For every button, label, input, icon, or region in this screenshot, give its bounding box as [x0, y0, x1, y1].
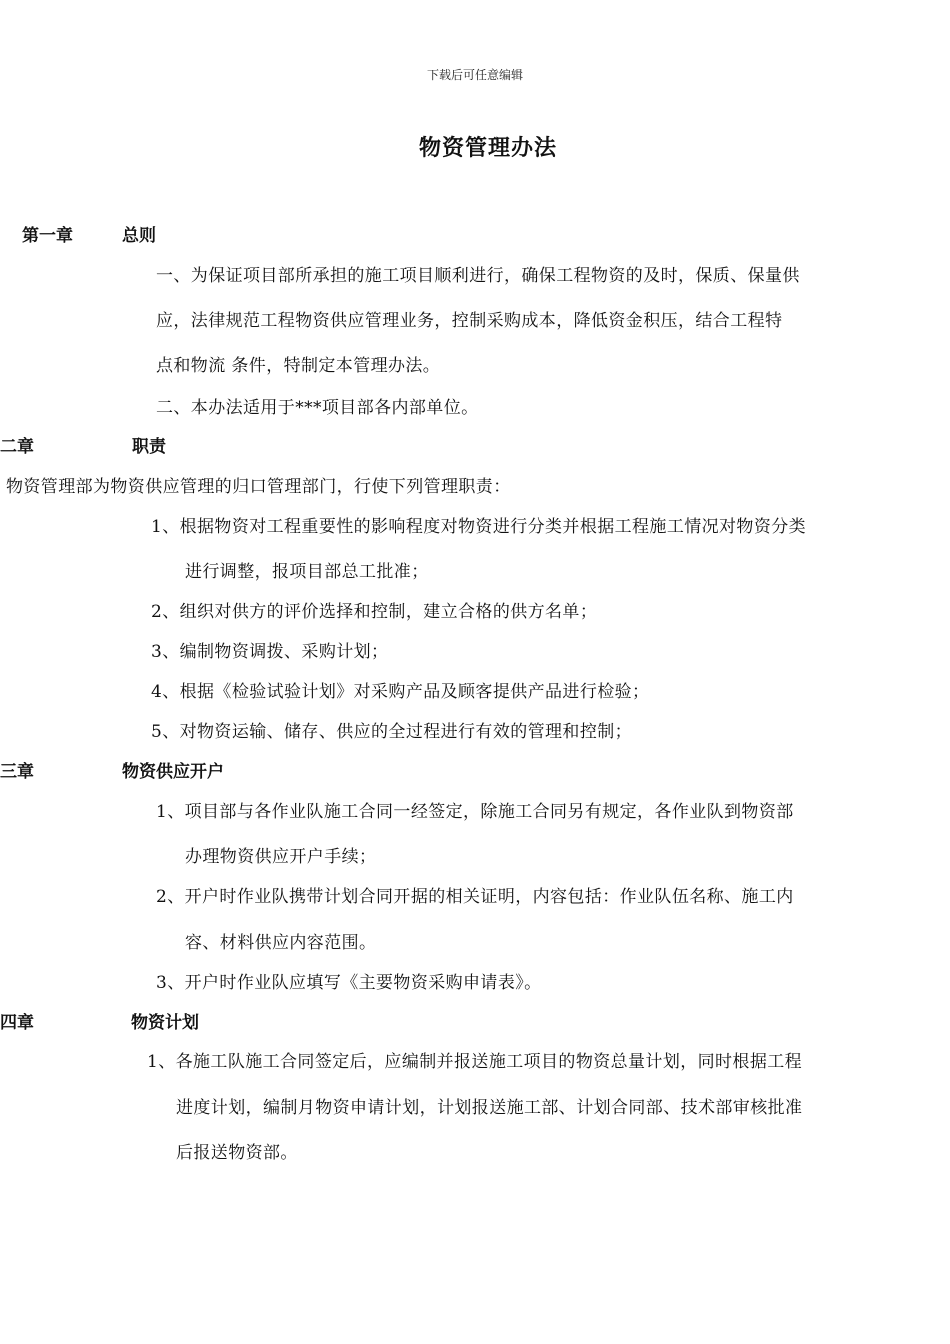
chapter-4-number: 四章 [0, 1013, 34, 1033]
chapter-1-paragraph-line: 二、本办法适用于***项目部各内部单位。 [156, 398, 479, 418]
chapter-2-paragraph-line: 3、编制物资调拨、采购计划； [151, 642, 389, 662]
chapter-2-paragraph-line: 物资管理部为物资供应管理的归口管理部门，行使下列管理职责： [6, 477, 511, 497]
header-note: 下载后可任意编辑 [426, 68, 523, 82]
chapter-1-number: 第一章 [22, 226, 73, 246]
chapter-3-paragraph-line: 2、开户时作业队携带计划合同开据的相关证明，内容包括：作业队伍名称、施工内 [156, 887, 794, 907]
chapter-2-heading: 职责 [132, 437, 166, 457]
chapter-4-paragraph-line: 进度计划，编制月物资申请计划，计划报送施工部、计划合同部、技术部审核批准 [176, 1098, 803, 1118]
chapter-2-paragraph-line: 2、组织对供方的评价选择和控制，建立合格的供方名单； [151, 602, 598, 622]
chapter-4-paragraph-line: 后报送物资部。 [176, 1143, 298, 1163]
chapter-3-heading: 物资供应开户 [122, 762, 224, 782]
chapter-3-paragraph-line: 1、项目部与各作业队施工合同一经签定，除施工合同另有规定，各作业队到物资部 [156, 802, 794, 822]
chapter-2-paragraph-line: 5、对物资运输、储存、供应的全过程进行有效的管理和控制； [151, 722, 633, 742]
chapter-3-paragraph-line: 容、材料供应内容范围。 [185, 933, 377, 953]
chapter-3-number: 三章 [0, 762, 34, 782]
chapter-1-paragraph-line: 点和物流 条件，特制定本管理办法。 [156, 356, 441, 376]
document-title: 物资管理办法 [418, 135, 557, 161]
chapter-2-paragraph-line: 1、根据物资对工程重要性的影响程度对物资进行分类并根据工程施工情况对物资分类 [151, 517, 807, 537]
chapter-2-paragraph-line: 4、根据《检验试验计划》对采购产品及顾客提供产品进行检验； [151, 682, 650, 702]
chapter-4-heading: 物资计划 [131, 1013, 199, 1033]
chapter-4-paragraph-line: 1、各施工队施工合同签定后，应编制并报送施工项目的物资总量计划，同时根据工程 [147, 1052, 803, 1072]
chapter-2-number: 二章 [0, 437, 34, 457]
chapter-1-paragraph-line: 一、为保证项目部所承担的施工项目顺利进行，确保工程物资的及时，保质、保量供 [156, 266, 800, 286]
chapter-2-paragraph-line: 进行调整，报项目部总工批准； [185, 562, 429, 582]
chapter-1-heading: 总则 [122, 226, 156, 246]
chapter-3-paragraph-line: 3、开户时作业队应填写《主要物资采购申请表》。 [156, 973, 542, 993]
chapter-1-paragraph-line: 应，法律规范工程物资供应管理业务，控制采购成本，降低资金积压，结合工程特 [156, 311, 783, 331]
chapter-3-paragraph-line: 办理物资供应开户手续； [185, 847, 377, 867]
